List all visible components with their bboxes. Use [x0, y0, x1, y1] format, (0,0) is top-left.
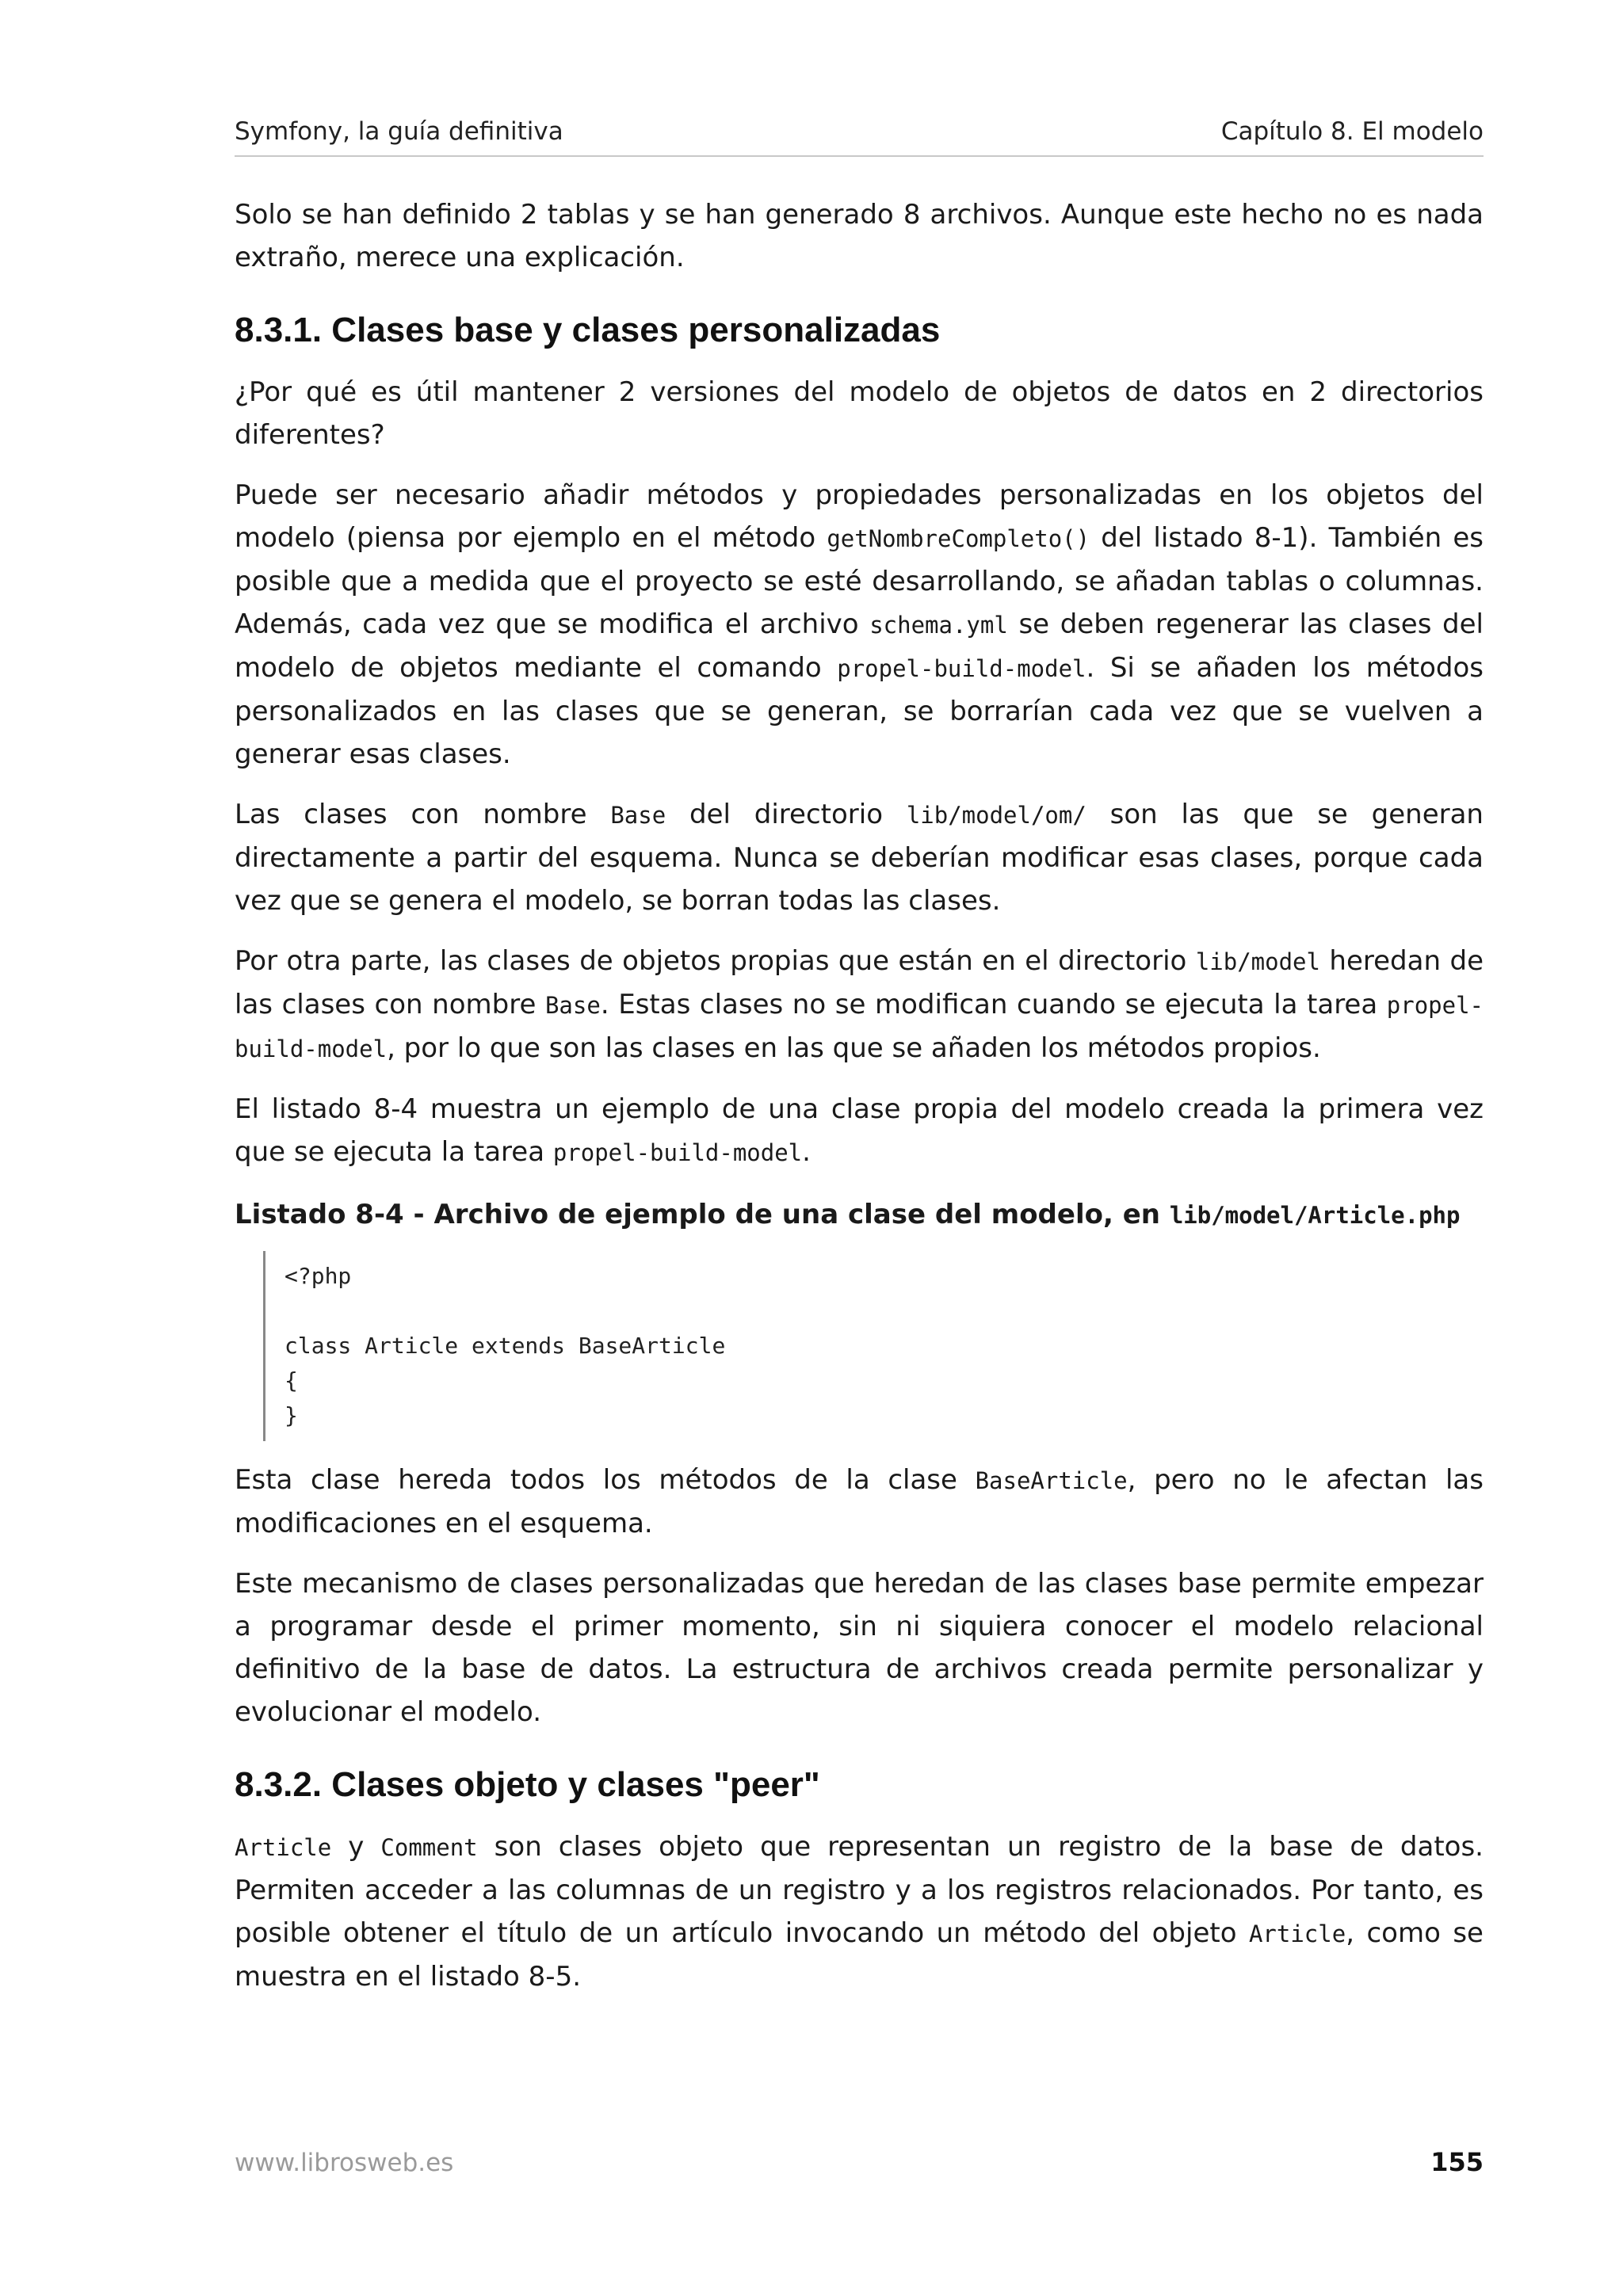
text: son clases objeto que representan un registro de la base de datos. Permiten acceder a las columnas de un registro y a los registros relacionados. Por tanto, es posible obtener el título de un artículo invocando un método del objeto [235, 1831, 1484, 1949]
text: Las clases con nombre [235, 799, 611, 830]
paragraph-inherits [235, 1459, 1484, 1545]
code-line: { [285, 1367, 298, 1394]
text: . Estas clases no se modifican cuando se ejecuta la tarea [600, 989, 1387, 1020]
text: Por otra parte, las clases de objetos propias que están en el directorio [235, 945, 1196, 977]
inline-code: propel-build-model [235, 992, 1484, 1062]
section-heading-8-3-2: 8.3.2. Clases objeto y clases "peer" [235, 1765, 820, 1804]
page-number: 155 [1430, 2147, 1484, 2177]
text: y [331, 1831, 381, 1863]
paragraph-own-classes [235, 940, 1484, 1070]
page-footer [235, 2147, 1484, 2177]
text: son las que se generan directamente a partir del esquema. Nunca se deberían modificar esas clases, porque cada vez que se genera el modelo, se borran todas las clases. [235, 799, 1484, 917]
code-line [285, 1294, 1484, 1329]
text: Puede ser necesario añadir métodos y propiedades personalizadas en los objetos del modelo (piensa por ejemplo en el método [235, 479, 1484, 554]
paragraph-base-classes [235, 793, 1484, 922]
text: se deben regenerar las clases del modelo de objetos mediante el comando [235, 608, 1484, 684]
intro-paragraph: Solo se han definido 2 tablas y se han generado 8 archivos. Aunque este hecho no es nada extraño, merece una explicación. [235, 199, 1484, 273]
inline-code: Base [544, 992, 601, 1019]
header-book-title: Symfony, la guía definitiva [235, 117, 563, 146]
inline-code: schema.yml [869, 612, 1008, 639]
section-heading-8-3-1: 8.3.1. Clases base y clases personalizadas [235, 311, 941, 349]
inline-code: lib/model [1195, 948, 1320, 975]
listing-caption-path: lib/model/Article.php [1169, 1202, 1461, 1229]
document-page [235, 0, 1484, 2296]
listing-caption-text: Listado 8-4 - Archivo de ejemplo de una clase del modelo, en [235, 1199, 1170, 1230]
text: . Si se añaden los métodos personalizados en las clases que se generan, se borrarían cada vez que se vuelven a generar esas clases. [235, 652, 1484, 770]
text: . [802, 1136, 811, 1168]
paragraph-mechanism: Este mecanismo de clases personalizadas que heredan de las clases base permite empezar a programar desde el primer momento, sin ni siquiera conocer el modelo relacional definitivo de la base de datos. La estructura de archivos creada permite personalizar y evolucionar el modelo. [235, 1568, 1484, 1728]
code-line: class Article extends BaseArticle [285, 1333, 726, 1359]
code-line: } [285, 1402, 298, 1428]
inline-code: lib/model/om/ [906, 802, 1086, 829]
inline-code: Article [1248, 1920, 1346, 1947]
footer-website-link[interactable]: www.librosweb.es [235, 2149, 454, 2177]
text: , como se muestra en el listado 8-5. [235, 1917, 1484, 1993]
paragraph-question: ¿Por qué es útil mantener 2 versiones del modelo de objetos de datos en 2 directorios diferentes? [235, 376, 1484, 451]
text: del listado 8-1). También es posible que a medida que el proyecto se esté desarrollando, se añadan tablas o columnas. Además, cada vez que se modifica el archivo [235, 522, 1484, 640]
text: El listado 8-4 muestra un ejemplo de una clase propia del modelo creada la primera vez que se ejecuta la tarea [235, 1093, 1484, 1168]
paragraph-listing-intro [235, 1088, 1484, 1174]
text: del directorio [666, 799, 907, 830]
page-content [235, 193, 1484, 2016]
code-listing [263, 1251, 1484, 1441]
inline-code: getNombreCompleto() [827, 525, 1090, 552]
paragraph-custom-methods [235, 474, 1484, 776]
inline-code: BaseArticle [975, 1467, 1128, 1494]
inline-code: propel-build-model [837, 655, 1086, 682]
code-line: <?php [285, 1263, 352, 1289]
paragraph-object-classes [235, 1825, 1484, 1998]
listing-caption [235, 1192, 1484, 1238]
text: Esta clase hereda todos los métodos de la clase [235, 1464, 976, 1496]
inline-code: Article [235, 1834, 332, 1861]
inline-code: Base [610, 802, 666, 829]
text: heredan de las clases con nombre [235, 945, 1484, 1020]
inline-code: propel-build-model [552, 1139, 803, 1166]
text: , por lo que son las clases en las que se añaden los métodos propios. [387, 1032, 1321, 1064]
header-chapter-title: Capítulo 8. El modelo [1220, 117, 1484, 146]
running-header [235, 117, 1484, 146]
header-divider [235, 155, 1484, 157]
text: , pero no le afectan las modificaciones en el esquema. [235, 1464, 1484, 1539]
inline-code: Comment [380, 1834, 478, 1861]
